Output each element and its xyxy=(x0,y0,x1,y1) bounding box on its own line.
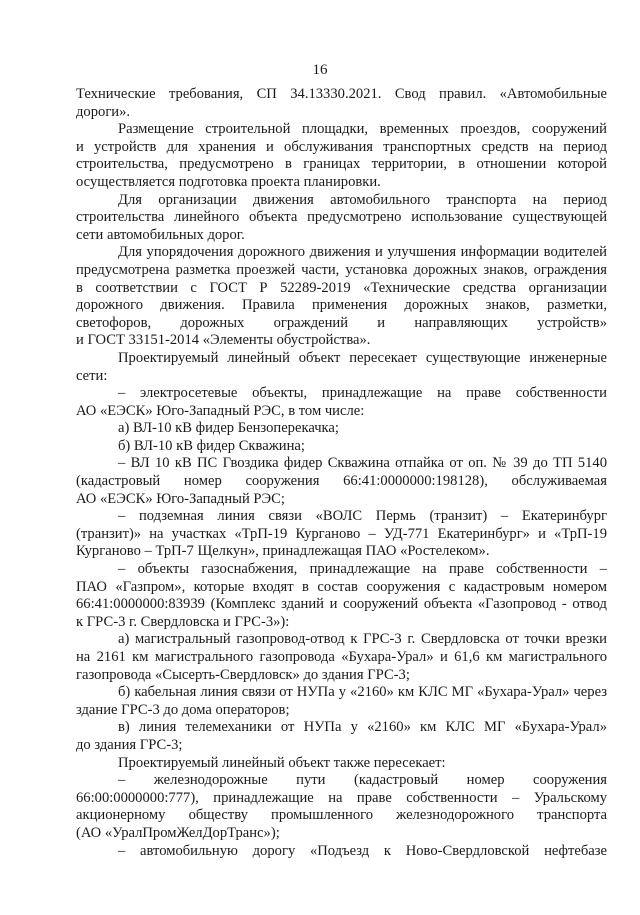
text-line: дороги». xyxy=(76,103,131,120)
text-line: дорожного движения. Правила применения дорожных знаков, разметки, xyxy=(76,297,607,314)
text-line: предусмотрена разметка проезжей части, установка дорожных знаков, ограждения xyxy=(76,261,607,278)
text-line: до здания ГРС-3; xyxy=(76,736,183,753)
text-line: Размещение строительной площадки, временных проездов, сооружений xyxy=(118,121,607,138)
text-line: акционерному обществу промышленного железнодорожного транспорта xyxy=(76,807,607,824)
text-line: осуществляется подготовка проекта планировки. xyxy=(76,173,381,190)
text-line: Для упорядочения дорожного движения и улучшения информации водителей xyxy=(118,244,607,261)
text-line: – железнодорожные пути (кадастровый номер сооружения xyxy=(118,772,607,789)
text-line: строительства, предусмотрено в границах территории, в отношении которой xyxy=(76,156,607,173)
text-line: (транзит)» на участках «ТрП-19 Курганово – УД-771 Екатеринбург» и «ТрП-19 xyxy=(76,525,607,542)
text-line: в соответствии с ГОСТ Р 52289-2019 «Технические средства организации xyxy=(76,279,607,296)
text-line: Проектируемый линейный объект пересекает существующие инженерные xyxy=(118,349,607,366)
text-line: б) ВЛ-10 кВ фидер Скважина; xyxy=(118,437,305,454)
text-line: АО «ЕЭСК» Юго-Западный РЭС, в том числе: xyxy=(76,402,365,419)
text-line: (АО «УралПромЖелДорТранс»); xyxy=(76,824,280,841)
text-line: строительства линейного объекта предусмотрено использование существующей xyxy=(76,209,607,226)
text-line: б) кабельная линия связи от НУПа у «2160» км КЛС МГ «Бухара-Урал» через xyxy=(118,684,607,701)
text-line: к ГРС-3 г. Свердловска и ГРС-3»): xyxy=(76,613,290,630)
text-line: и ГОСТ 33151-2014 «Элементы обустройства». xyxy=(76,332,371,349)
text-line: а) ВЛ-10 кВ фидер Бензоперекачка; xyxy=(118,420,339,437)
text-line: на 2161 км магистрального газопровода «Бухара-Урал» и 61,6 км магистрального xyxy=(76,649,607,665)
text-line: Для организации движения автомобильного транспорта на период xyxy=(118,191,607,208)
document-body xyxy=(76,86,607,860)
text-line: – ВЛ 10 кВ ПС Гвоздика фидер Скважина отпайка от оп. № 39 до ТП 5140 xyxy=(118,455,607,472)
text-line: в) линия телемеханики от НУПа у «2160» км КЛС МГ «Бухара-Урал» xyxy=(118,719,607,736)
text-line: Курганово – ТрП-7 Щелкун», принадлежащая ПАО «Ростелеком». xyxy=(76,543,490,560)
text-line: Технические требования, СП 34.13330.2021. Свод правил. «Автомобильные xyxy=(76,86,607,102)
text-line: и устройств для хранения и обслуживания транспортных средств на период xyxy=(76,138,607,155)
text-line: здание ГРС-3 до дома операторов; xyxy=(76,701,290,718)
text-line: – автомобильную дорогу «Подъезд к Ново-Свердловской нефтебазе xyxy=(118,842,607,859)
text-line: АО «ЕЭСК» Юго-Западный РЭС; xyxy=(76,490,285,507)
text-line: – электросетевые объекты, принадлежащие на праве собственности xyxy=(118,385,607,402)
text-line: а) магистральный газопровод-отвод к ГРС-3 г. Свердловска от точки врезки xyxy=(118,631,607,648)
text-line: – объекты газоснабжения, принадлежащие на праве собственности – xyxy=(118,561,607,578)
text-line: сети автомобильных дорог. xyxy=(76,226,245,243)
text-line: 66:00:0000000:777), принадлежащие на праве собственности – Уральскому xyxy=(76,789,607,806)
text-line: газопровода «Сысерть-Свердловск» до здания ГРС-3; xyxy=(76,666,410,683)
text-line: Проектируемый линейный объект также пересекает: xyxy=(118,754,446,771)
text-line: (кадастровый номер сооружения 66:41:0000000:198128), обслуживаемая xyxy=(76,473,607,490)
text-line: светофоров, дорожных ограждений и направляющих устройств» xyxy=(76,314,607,331)
text-line: сети: xyxy=(76,367,108,384)
page-number: 16 xyxy=(312,62,328,78)
text-line: – подземная линия связи «ВОЛС Пермь (транзит) – Екатеринбург xyxy=(118,508,607,525)
text-line: ПАО «Газпром», которые входят в состав сооружения с кадастровым номером xyxy=(76,578,607,595)
text-line: 66:41:0000000:83939 (Комплекс зданий и сооружений объекта «Газопровод - отвод xyxy=(76,596,607,613)
